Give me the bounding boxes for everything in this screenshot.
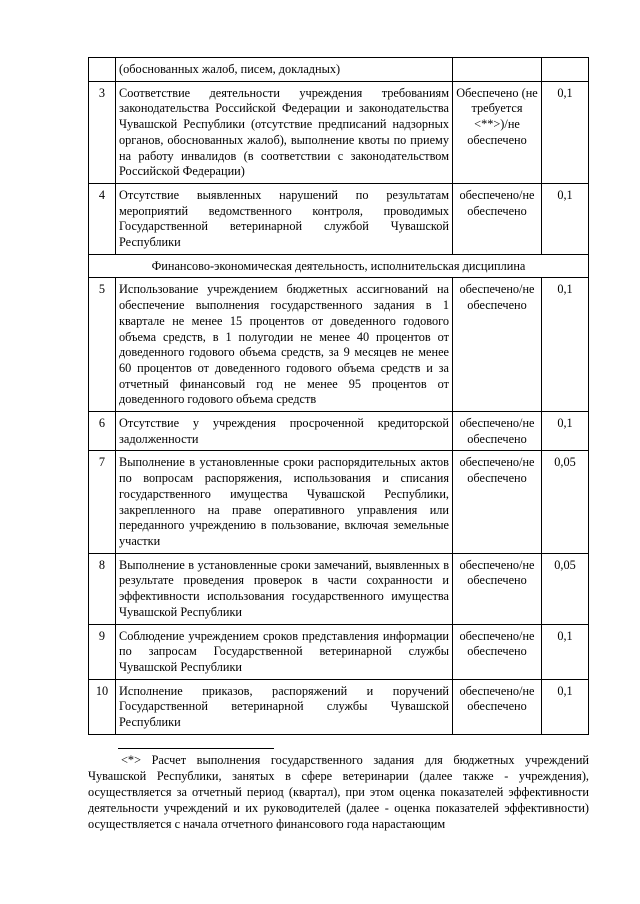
criterion-text: Соблюдение учреждением сроков представления информации по запросам Государственной ветеринарной службы Чувашской Республики [116, 624, 453, 679]
row-number: 6 [89, 412, 116, 451]
table-row [89, 81, 589, 183]
table-row [89, 58, 589, 82]
criterion-status: обеспечено/не обеспечено [453, 679, 542, 734]
criterion-weight: 0,05 [542, 451, 589, 553]
criterion-status: обеспечено/не обеспечено [453, 412, 542, 451]
criterion-weight: 0,1 [542, 278, 589, 412]
table-row [89, 451, 589, 553]
criterion-status: Обеспечено (не требуется <**>)/не обеспечено [453, 81, 542, 183]
footnote-separator [118, 748, 274, 749]
row-number: 3 [89, 81, 116, 183]
section-heading: Финансово-экономическая деятельность, исполнительская дисциплина [89, 254, 589, 278]
table-row [89, 412, 589, 451]
criterion-status: обеспечено/не обеспечено [453, 553, 542, 624]
row-number [89, 58, 116, 82]
criteria-table-body [89, 58, 589, 735]
footnote [88, 748, 589, 832]
criterion-weight [542, 58, 589, 82]
row-number: 8 [89, 553, 116, 624]
row-number: 5 [89, 278, 116, 412]
table-row [89, 679, 589, 734]
criterion-status [453, 58, 542, 82]
row-number: 10 [89, 679, 116, 734]
criterion-weight: 0,1 [542, 412, 589, 451]
criterion-weight: 0,05 [542, 553, 589, 624]
criteria-table [88, 57, 589, 735]
criterion-status: обеспечено/не обеспечено [453, 278, 542, 412]
table-row [89, 624, 589, 679]
criterion-weight: 0,1 [542, 183, 589, 254]
criterion-weight: 0,1 [542, 679, 589, 734]
criterion-text: Отсутствие у учреждения просроченной кредиторской задолженности [116, 412, 453, 451]
row-number: 7 [89, 451, 116, 553]
criterion-weight: 0,1 [542, 81, 589, 183]
footnote-text: <*> Расчет выполнения государственного задания для бюджетных учреждений Чувашской Республики, занятых в сфере ветеринарии (далее также - учреждения), осуществляется за отчетный период (квартал), при этом оценка показателей эффективности деятельности учреждений и их руководителей (далее - оценка показателей эффективности) осуществляется с начала отчетного финансового года нарастающим [88, 753, 589, 831]
table-row [89, 553, 589, 624]
table-row [89, 183, 589, 254]
criterion-text: Использование учреждением бюджетных ассигнований на обеспечение выполнения государственного задания в 1 квартале не менее 15 процентов от доведенного годового объема средств, в 1 полугодии не менее 40 процентов от доведенного годового объема средств, за 9 месяцев не менее 60 процентов от доведенного годового объема средств и за отчетный финансовый год не менее 95 процентов от доведенного годового объема средств [116, 278, 453, 412]
criterion-text: Исполнение приказов, распоряжений и поручений Государственной ветеринарной службы Чувашской Республики [116, 679, 453, 734]
row-number: 4 [89, 183, 116, 254]
criterion-text: Соответствие деятельности учреждения требованиям законодательства Российской Федерации и законодательства Чувашской Республики (отсутствие предписаний надзорных органов, обоснованных жалоб), выполнение квоты по приему на работу инвалидов (в соответствии с законодательством Российской Федерации) [116, 81, 453, 183]
criterion-status: обеспечено/не обеспечено [453, 624, 542, 679]
criterion-text: Отсутствие выявленных нарушений по результатам мероприятий ведомственного контроля, проводимых Государственной ветеринарной службой Чувашской Республики [116, 183, 453, 254]
table-row [89, 278, 589, 412]
criterion-text: Выполнение в установленные сроки замечаний, выявленных в результате проведения проверок в части сохранности и эффективности использования государственного имущества Чувашской Республики [116, 553, 453, 624]
criterion-text: (обоснованных жалоб, писем, докладных) [116, 58, 453, 82]
criterion-status: обеспечено/не обеспечено [453, 183, 542, 254]
criterion-weight: 0,1 [542, 624, 589, 679]
row-number: 9 [89, 624, 116, 679]
criterion-text: Выполнение в установленные сроки распорядительных актов по вопросам распоряжения, использования и списания государственного имущества Чувашской Республики, закрепленного на праве оперативного управления или переданного учреждению в пользование, включая земельные участки [116, 451, 453, 553]
criterion-status: обеспечено/не обеспечено [453, 451, 542, 553]
section-heading-row [89, 254, 589, 278]
